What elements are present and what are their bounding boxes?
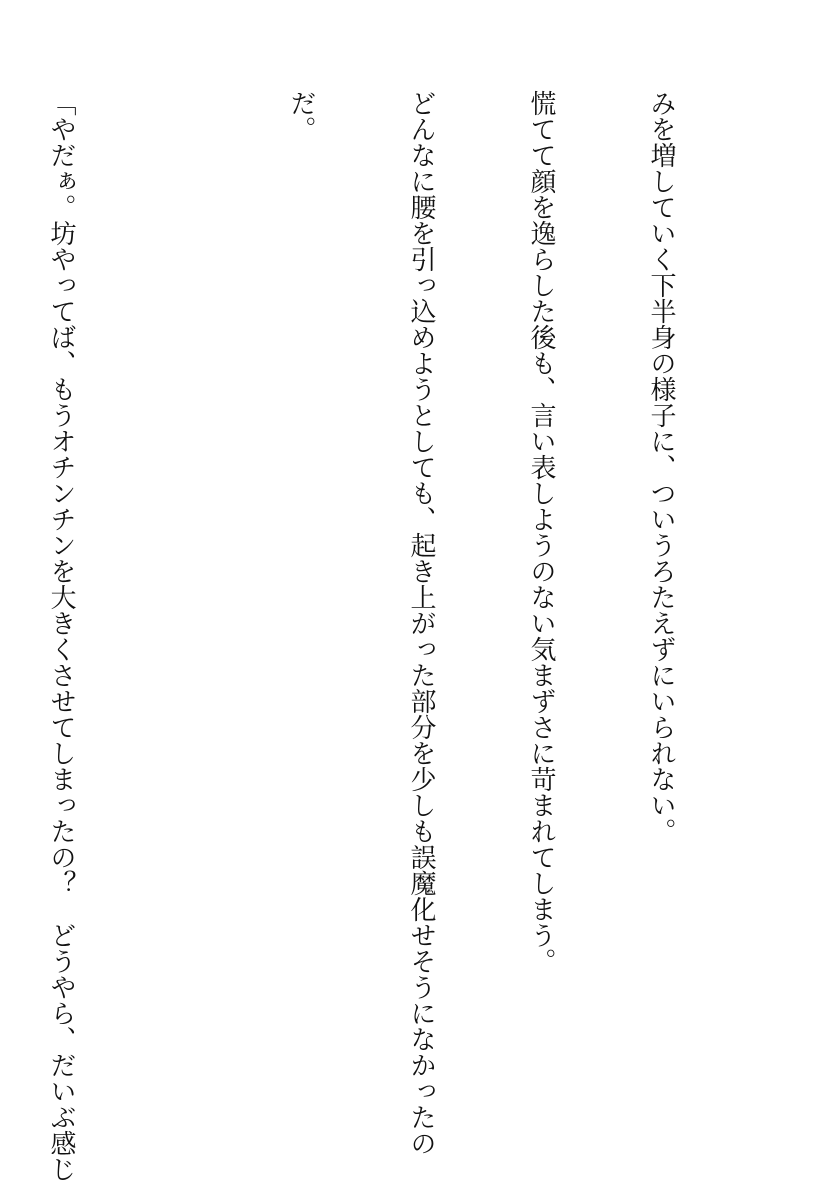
paragraph-gap [161,90,201,1080]
vertical-text-body [46,90,761,1182]
text-line: どんなに腰を引っ込めようとしても、起き上がった部分を少しも誤魔化せそうになかったの [406,90,436,1156]
text-line: 慌てて顔を逸らした後も、言い表しようのない気まずさに苛まれてしまう。 [526,90,556,974]
text-line: 「やだぁ。坊やってば、もうオチンチンを大きくさせてしまったの？ どうやら、だいぶ感じ [46,90,76,1182]
text-line: だ。 [286,90,316,142]
text-line: みを増していく下半身の様子に、ついうろたえずにいられない。 [646,90,676,844]
